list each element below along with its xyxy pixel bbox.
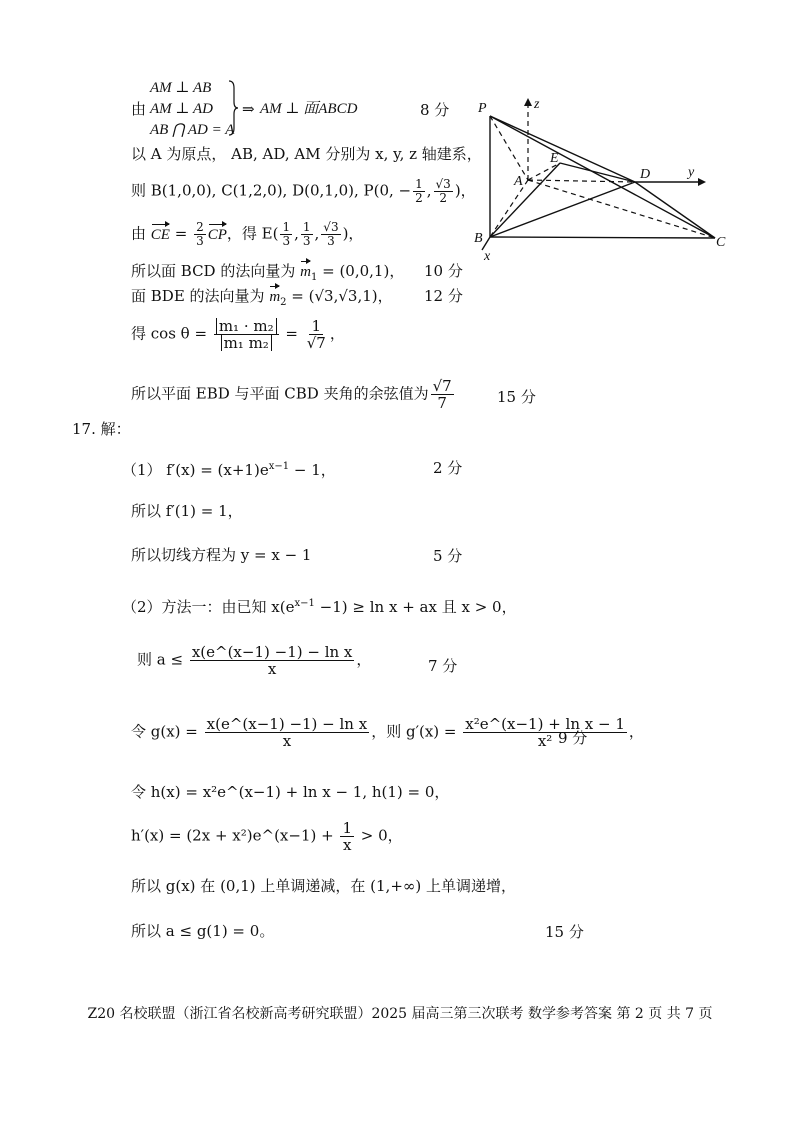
- ce-f-den: 3: [196, 234, 204, 248]
- score-10: 10 分: [424, 262, 463, 280]
- p2-exp: x−1: [294, 598, 315, 609]
- edge-ed: [560, 163, 635, 182]
- g-num: x(e^(x−1) −1) − ln x: [206, 715, 368, 733]
- e-f1-num: 1: [282, 220, 291, 234]
- score-7: 7 分: [428, 657, 458, 675]
- condition-prefix: 由: [131, 100, 147, 118]
- ce-f-num: 2: [196, 220, 204, 234]
- m2-sub: 2: [280, 297, 287, 308]
- score-8: 8 分: [420, 101, 450, 119]
- label-p: P: [478, 101, 487, 116]
- final-fraction: [431, 378, 454, 411]
- label-a: A: [514, 174, 523, 189]
- edge-pc: [490, 116, 715, 238]
- coords-f1-num: 1: [415, 177, 423, 191]
- cos-denominator: m₁ m₂: [221, 335, 272, 351]
- edge-bc: [490, 237, 715, 238]
- bcd-normal-text: 所以面 BCD 的法向量为: [131, 262, 301, 280]
- coords-mid: ,: [426, 181, 432, 200]
- ce-fraction: [194, 221, 206, 248]
- hp-f-num: 1: [342, 819, 352, 837]
- hp-suffix: > 0，: [356, 826, 403, 845]
- condition-am-ad: AM ⊥ AD: [150, 101, 213, 117]
- edge-pd: [490, 116, 635, 182]
- coords-suffix: )，: [454, 181, 476, 200]
- score-9: 9 分: [558, 729, 588, 747]
- cos-fraction: [214, 318, 279, 351]
- p1-tangent-line: 所以切线方程为 y = x − 1: [131, 546, 312, 564]
- final-num: √7: [432, 377, 452, 395]
- conclusion-am-perp-plane: AM ⊥ 面ABCD: [260, 101, 358, 117]
- y-arrow-icon: [698, 178, 706, 186]
- e-f3-num: √3: [323, 220, 339, 234]
- g-prefix: 令 g(x) =: [131, 722, 203, 741]
- vector-cp: CP: [208, 223, 227, 245]
- bde-normal-text: 面 BDE 的法向量为: [131, 287, 270, 305]
- coords-fraction-1: [413, 178, 425, 205]
- label-c: C: [716, 235, 726, 250]
- g-prime-fraction: [463, 716, 627, 749]
- p1-f-prime-1: 所以 f′(1) = 1，: [131, 502, 243, 520]
- m1-sub: 1: [310, 272, 318, 283]
- label-z: z: [534, 97, 540, 112]
- edge-ac-dashed: [528, 180, 715, 238]
- vector-m2: m: [269, 285, 280, 307]
- p1-derivative: （1） f′(x) = (x+1)e: [122, 461, 269, 479]
- g-mid: ，则 g′(x) =: [371, 722, 462, 741]
- cos-eq: =: [280, 324, 303, 343]
- condition-ab-cap-ad: AB ⋂ AD = A: [150, 122, 235, 138]
- ce-suffix: )，: [342, 224, 364, 243]
- a-den: x: [267, 660, 277, 678]
- e-fraction-2: [301, 221, 313, 248]
- ce-prefix: 由: [131, 224, 151, 243]
- cos-numerator: m₁ · m₂: [216, 318, 277, 334]
- g-suffix: ，: [628, 722, 644, 741]
- e-f2-den: 3: [302, 234, 311, 248]
- e-f3-den: 3: [327, 234, 335, 248]
- p2-tail: −1) ≥ ln x + ax 且 x > 0，: [314, 598, 517, 616]
- vector-ce: CE: [151, 223, 170, 245]
- bcd-normal-line: [131, 260, 404, 288]
- p1-derivative-line: [122, 457, 336, 480]
- a-suffix: ，: [356, 650, 372, 669]
- final-text: 所以平面 EBD 与平面 CBD 夹角的余弦值为: [131, 384, 429, 403]
- page-footer: Z20 名校联盟（浙江省名校新高考研究联盟）2025 届高三第三次联考 数学参考答案 第 2 页 共 7 页: [87, 1006, 713, 1022]
- a-bound-line: [137, 644, 371, 677]
- bde-normal-value: = (√3,√3,1)，: [286, 287, 393, 305]
- label-e: E: [550, 151, 559, 166]
- axes-setup-line: 以 A 为原点， AB, AD, AM 分别为 x, y, z 轴建系，: [131, 145, 482, 163]
- ce-mid: ，得 E(: [226, 224, 279, 243]
- cos-theta-line: [131, 318, 345, 351]
- label-b: B: [474, 231, 483, 246]
- g-fraction: [205, 716, 370, 749]
- p1-tail: − 1，: [289, 461, 336, 479]
- score-12: 12 分: [424, 287, 463, 305]
- implies-arrow: ⇒: [242, 100, 255, 118]
- cos-suffix: ，: [329, 324, 345, 343]
- bde-normal-line: [131, 285, 393, 313]
- h-definition-line: 令 h(x) = x²e^(x−1) + ln x − 1, h(1) = 0，: [131, 783, 450, 801]
- hp-f-den: x: [342, 836, 352, 854]
- e-f1-den: 3: [282, 234, 291, 248]
- coords-f1-den: 2: [415, 191, 423, 205]
- ce-relation-line: 由 CE = $\frac{2}{3}$ CP，得 E( $\frac{1}{3}$ , $\frac{1}{3}$ , $\frac{√3}{3}$ )，: [131, 220, 364, 248]
- cos-value-fraction: [305, 318, 328, 351]
- ce-eq: =: [169, 224, 193, 243]
- score-15-part16: 15 分: [497, 388, 536, 406]
- problem-17-header: 17. 解：: [72, 420, 131, 438]
- gp-num: x²e^(x−1) + ln x − 1: [465, 715, 625, 733]
- a-fraction: [190, 644, 355, 677]
- final-den: 7: [437, 394, 447, 412]
- coords-prefix: 则 B(1,0,0), C(1,2,0), D(0,1,0), P(0, −: [131, 181, 412, 200]
- label-y: y: [688, 165, 695, 180]
- g-den: x: [282, 732, 292, 750]
- vector-m1: m: [300, 260, 311, 282]
- p2-method-line: [122, 594, 517, 617]
- p2-method-text: （2）方法一：由已知 x(e: [122, 598, 295, 616]
- gp-den: x²: [537, 732, 553, 750]
- a-prefix: 则 a ≤: [137, 650, 188, 669]
- conclusion-line: 所以 a ≤ g(1) = 0。: [131, 922, 275, 940]
- bcd-normal-value: = (0,0,1)，: [317, 262, 405, 280]
- coords-f2-den: 2: [439, 191, 447, 205]
- score-2: 2 分: [433, 459, 463, 477]
- label-x: x: [484, 249, 491, 264]
- edge-bd: [490, 182, 635, 237]
- pyramid-figure: [470, 90, 740, 270]
- coords-fraction-2: [434, 178, 453, 205]
- hp-prefix: h′(x) = (2x + x²)e^(x−1) +: [131, 826, 339, 845]
- hp-fraction: [340, 820, 354, 853]
- coords-f2-num: √3: [435, 177, 451, 191]
- e-fraction-1: [280, 221, 292, 248]
- edge-dc: [635, 182, 715, 238]
- monotonicity-line: 所以 g(x) 在 (0,1) 上单调递减，在 (1,+∞) 上单调递增，: [131, 877, 517, 895]
- cos-value-num: 1: [311, 317, 322, 335]
- cos-value-den: √7: [306, 334, 326, 352]
- a-num: x(e^(x−1) −1) − ln x: [191, 643, 353, 661]
- cos-prefix: 得 cos θ =: [131, 324, 212, 343]
- p1-exp: x−1: [268, 461, 290, 472]
- e-fraction-3: [321, 221, 340, 248]
- score-15-part17: 15 分: [545, 923, 584, 941]
- h-prime-line: [131, 820, 403, 853]
- coordinates-line: [131, 178, 476, 205]
- condition-am-ab: AM ⊥ AB: [150, 80, 212, 96]
- label-d: D: [640, 167, 651, 182]
- right-brace: [228, 80, 238, 136]
- final-answer-line: [131, 378, 456, 411]
- z-arrow-icon: [524, 98, 532, 106]
- e-f2-num: 1: [302, 220, 311, 234]
- score-5: 5 分: [433, 547, 463, 565]
